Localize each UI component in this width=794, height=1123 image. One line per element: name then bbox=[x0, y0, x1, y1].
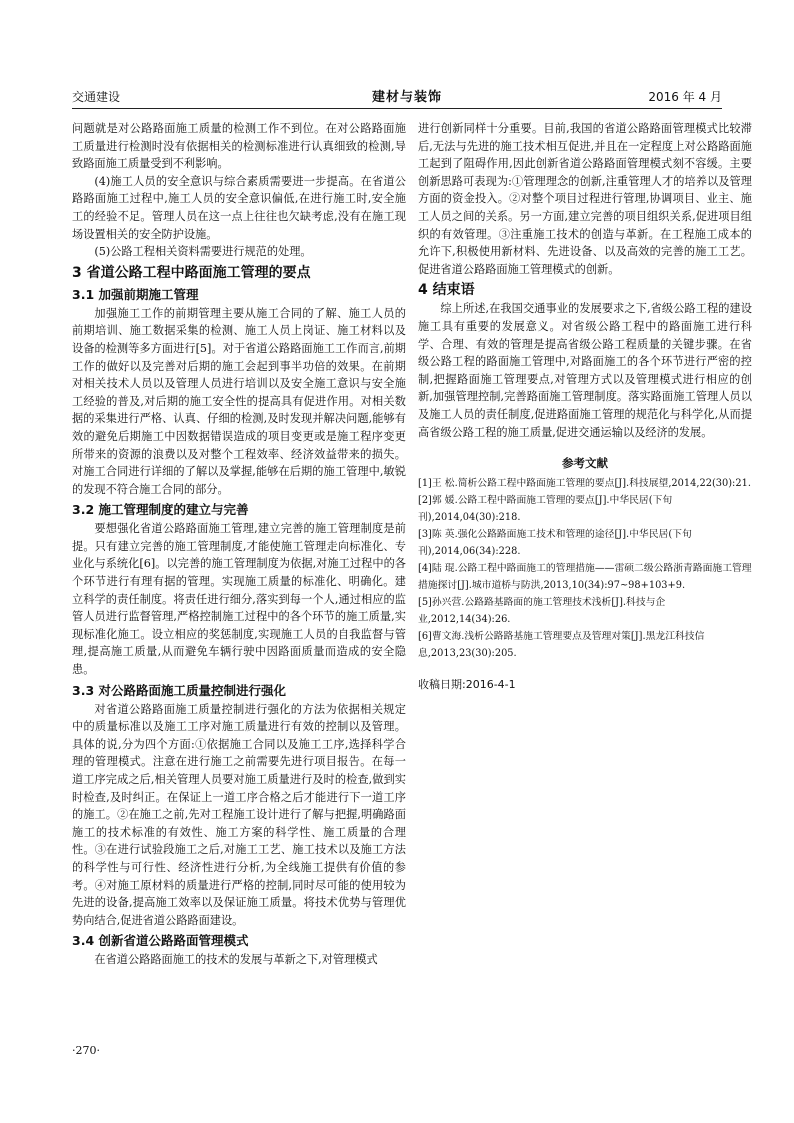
subsection-heading: 3.3 对公路路面施工质量控制进行强化 bbox=[72, 682, 286, 698]
issue-date: 2016 年 4 月 bbox=[648, 90, 722, 104]
journal-section-label: 交通建设 bbox=[72, 90, 121, 104]
left-column bbox=[72, 120, 406, 969]
paragraph: 问题就是对公路路面施工质量的检测工作不到位。在对公路路面施工质量进行检测时没有依据相关的检测标准进行认真细致的检测,导致路面施工质量受到不利影响。 bbox=[72, 122, 406, 171]
right-column bbox=[418, 120, 752, 692]
reference-item: [3]陈 英.强化公路路面施工技术和管理的途径[J].中华民居(下旬刊),2014,06(34):228. bbox=[418, 529, 692, 558]
references-title: 参考文献 bbox=[562, 456, 608, 471]
journal-brand-logo: 建材与装饰 bbox=[372, 90, 443, 105]
subsection-heading: 3.2 施工管理制度的建立与完善 bbox=[72, 502, 249, 518]
page-header bbox=[72, 86, 722, 109]
paragraph: 对省道公路路面施工质量控制进行强化的方法为依据相关规定中的质量标准以及施工工序对施工质量进行有效的控制以及管理。具体的说,分为四个方面:①依据施工合同以及施工工序,选择科学合理的管理模式。注意在进行施工之前需要先进行项目报告。在每一道工序完成之后,相关管理人员要对施工质量进行及时的检查,做到实时检查,及时纠正。在保证上一道工序合格之后才能进行下一道工序的施工。②在施工之前,先对工程施工设计进行了解与把握,明确路面施工的技术标准的有效性、施工方案的科学性、施工质量的合理性。③在进行试验段施工之后,对施工工艺、施工技术以及施工方法的科学性与可行性、经济性进行分析,为全线施工提供有价值的参考。④对施工原材料的质量进行严格的控制,同时尽可能的使用较为先进的设备,提高施工效率以及保证施工质量。将技术优势与管理优势向结合,促进省道公路路面建设。 bbox=[72, 702, 406, 927]
paragraph: 在省道公路路面施工的技术的发展与革新之下,对管理模式 bbox=[94, 953, 378, 967]
subsection-heading: 3.4 创新省道公路路面管理模式 bbox=[72, 933, 249, 949]
paragraph: (4)施工人员的安全意识与综合素质需要进一步提高。在省道公路路面施工过程中,施工人员的安全意识偏低,在进行施工时,安全施工的经验不足。管理人员在这一点上往往也欠缺考虑,没有在施工现场设置相关的安全防护设施。 bbox=[72, 174, 406, 241]
paragraph: 加强施工工作的前期管理主要从施工合同的了解、施工人员的前期培训、施工数据采集的检测、施工人员上岗证、施工材料以及设备的检测等多方面进行[5]。对于省道公路路面施工工作而言,前期工作的做好以及完善对后期的施工会起到事半功倍的效果。在前期对相关技术人员以及管理人员进行培训以及安全施工意识与安全施工经验的普及,对后期的施工安全性的提高具有促进作用。对相关数据的采集进行严格、认真、仔细的检测,及时发现并解决问题,能够有效的避免后期施工中因数据错误造成的项目变更或是施工程序变更所带来的资源的浪费以及对整个工程效率、经济效益带来的损失。对施工合同进行详细的了解以及掌握,能够在后期的施工管理中,敏锐的发现不符合施工合同的部分。 bbox=[72, 306, 406, 496]
reference-item: [1]王 松.简析公路工程中路面施工管理的要点[J].科技展望,2014,22(30):21. bbox=[418, 478, 751, 490]
reference-item: [4]陆 琨.公路工程中路面施工的管理措施——雷硕二级公路浙青路面施工管理措施探讨[J].城市道桥与防洪,2013,10(34):97~98+103+9. bbox=[418, 563, 752, 592]
paragraph: 综上所述,在我国交通事业的发展要求之下,省级公路工程的建设施工具有重要的发展意义。对省级公路工程中的路面施工进行科学、合理、有效的管理是提高省级公路工程质量的关键步骤。在省级公路工程的路面施工管理中,对路面施工的各个环节进行严密的控制,把握路面施工管理要点,对管理方式以及管理模式进行相应的创新,加强管理控制,完善路面施工管理制度。落实路面施工管理人员以及施工人员的责任制度,促进路面施工管理的规范化与科学化,从而提高省级公路工程的施工质量,促进交通运输以及经济的发展。 bbox=[418, 302, 752, 439]
section-heading: 3 省道公路工程中路面施工管理的要点 bbox=[72, 264, 311, 281]
section-heading: 4 结束语 bbox=[418, 282, 475, 299]
subsection-heading: 3.1 加强前期施工管理 bbox=[72, 286, 199, 302]
paragraph: 要想强化省道公路路面施工管理,建立完善的施工管理制度是前提。只有建立完善的施工管理制度,才能使施工管理走向标准化、专业化与系统化[6]。以完善的施工管理制度为依据,对施工过程中的各个环节进行有理有据的管理。实现施工质量的标准化、明确化。建立科学的责任制度。将责任进行细分,落实到每一个人,通过相应的监管人员进行监督管理,严格控制施工过程中的各个环节的施工质量,实现标准化施工。设立相应的奖惩制度,实现施工人员的自我监督与管理,提高施工质量,从而避免车辆行驶中因路面质量而造成的安全隐患。 bbox=[72, 522, 406, 677]
received-date: 收稿日期:2016-4-1 bbox=[418, 678, 516, 692]
paragraph: 进行创新同样十分重要。目前,我国的省道公路路面管理模式比较滞后,无法与先进的施工技术相互促进,并且在一定程度上对公路路面施工起到了阻碍作用,因此创新省道公路路面管理模式刻不容缓。主要创新思路可表现为:①管理理念的创新,注重管理人才的培养以及管理方面的资金投入。②对整个项目过程进行管理,协调项目、业主、施工人员之间的关系。另一方面,建立完善的项目组织关系,促进项目组织的有效管理。③注重施工技术的创造与革新。在工程施工成本的允许下,积极使用新材料、先进设备、以及高效的完善的施工工艺。促进省道公路路面施工管理模式的创新。 bbox=[418, 122, 752, 276]
reference-item: [6]曹文海.浅析公路路基施工管理要点及管理对策[J].黑龙江科技信息,2013,23(30):205. bbox=[418, 631, 705, 660]
reference-item: [2]郭 媛.公路工程中路面施工管理的要点[J].中华民居(下旬刊),2014,04(30):218. bbox=[418, 495, 673, 524]
page-number: ·270· bbox=[72, 1044, 100, 1057]
reference-item: [5]孙兴营.公路路基路面的施工管理技术浅析[J].科技与企业,2012,14(34):26. bbox=[418, 597, 666, 626]
paragraph: (5)公路工程相关资料需要进行规范的处理。 bbox=[94, 245, 312, 259]
